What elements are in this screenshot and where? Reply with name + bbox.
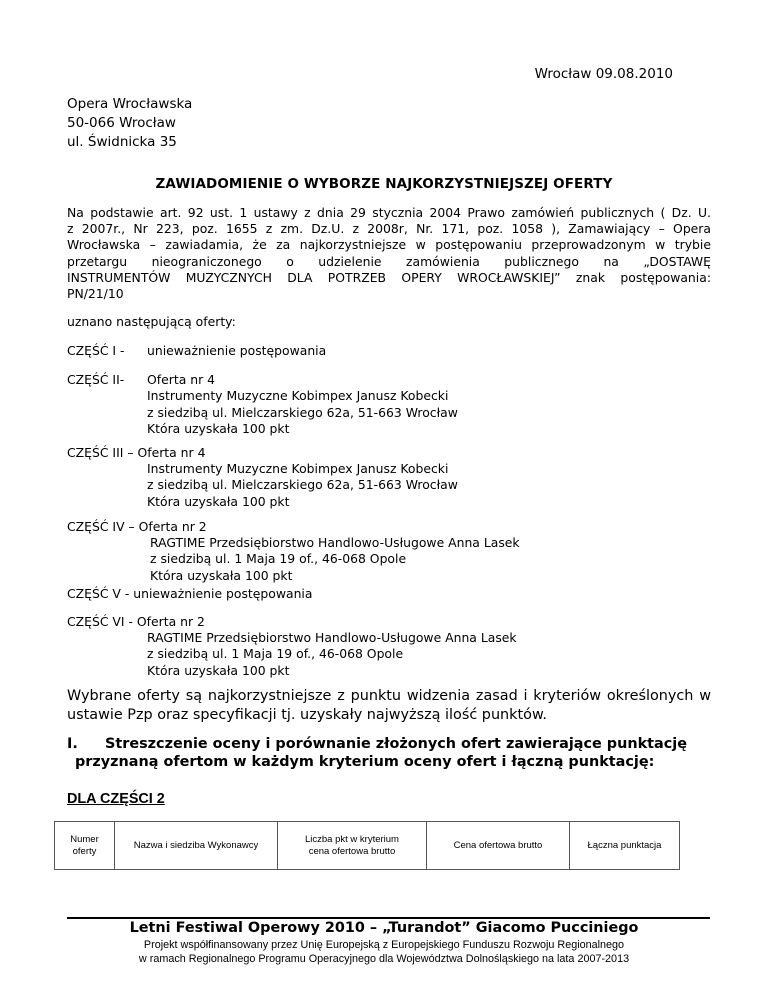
offer-line: Która uzyskała 100 pkt [147, 493, 290, 509]
footer-funding [0, 938, 768, 966]
footer-festival: Letni Festiwal Operowy 2010 – „Turandot” Giacomo Pucciniego [129, 920, 639, 936]
offer-line: Oferta nr 4 [147, 372, 215, 387]
header-offer-number [55, 822, 115, 870]
intro-line: INSTRUMENTÓW MUZYCZNYCH DLA POTRZEB OPERY WROCŁAWSKIEJ” znak postępowania: [67, 269, 711, 285]
header-text: Liczba pkt w kryterium [305, 833, 399, 845]
part-3-offer [147, 461, 458, 510]
section-heading-line: przyznaną ofertom w każdym kryterium oceny ofert i łączną punktację: [75, 754, 655, 770]
offer-line: Instrumenty Muzyczne Kobimpex Janusz Kobecki [147, 461, 449, 476]
summary-line: Wybrane oferty są najkorzystniejsze z punktu widzenia zasad i kryteriów określonych w [67, 688, 711, 704]
header-points [278, 822, 427, 870]
footer-line: Projekt współfinansowany przez Unię Europejską z Europejskiego Funduszu Rozwoju Regionalnego [143, 939, 625, 951]
header-text: oferty [72, 845, 97, 857]
offer-line: RAGTIME Przedsiębiorstwo Handlowo-Usługowe Anna Lasek [147, 630, 517, 645]
document-title: ZAWIADOMIENIE O WYBORZE NAJKORZYSTNIEJSZEJ OFERTY [155, 176, 613, 192]
part-2-label: CZĘŚĆ II- [67, 372, 125, 387]
offer-line: z siedzibą ul. 1 Maja 19 of., 46-068 Opole [150, 551, 407, 567]
offer-line: Która uzyskała 100 pkt [150, 567, 293, 583]
offer-line: Która uzyskała 100 pkt [147, 662, 290, 678]
offer-line: Instrumenty Muzyczne Kobimpex Janusz Kobecki [147, 388, 449, 404]
address-line: ul. Świdnicka 35 [67, 134, 177, 150]
part-2-offer [147, 372, 458, 437]
header-text: Numer [70, 833, 99, 845]
part-5-label: CZĘŚĆ V - unieważnienie postępowania [67, 586, 313, 601]
offer-line: z siedzibą ul. 1 Maja 19 of., 46-068 Opole [147, 646, 404, 662]
summary-line: ustawie Pzp oraz specyfikacji tj. uzyskały najwyższą ilość punktów. [67, 707, 547, 723]
accepted-label: uznano następującą oferty: [67, 314, 236, 329]
section-heading-line: Streszczenie oceny i porównanie złożonych ofert zawierające punktację [105, 736, 687, 752]
header-price: Cena ofertowa brutto [427, 822, 570, 870]
offer-line: RAGTIME Przedsiębiorstwo Handlowo-Usługowe Anna Lasek [150, 535, 520, 550]
header-contractor: Nazwa i siedziba Wykonawcy [115, 822, 278, 870]
part-4-label: CZĘŚĆ IV – Oferta nr 2 [67, 519, 207, 534]
part-1-text: unieważnienie postępowania [147, 343, 327, 358]
offer-line: z siedzibą ul. Mielczarskiego 62a, 51-663 Wrocław [147, 477, 458, 493]
intro-line: PN/21/10 [67, 286, 124, 302]
part-6-offer [147, 630, 517, 679]
header-total: Łączna punktacja [570, 822, 680, 870]
document-date: Wrocław 09.08.2010 [534, 66, 673, 82]
offer-line: Która uzyskała 100 pkt [147, 420, 290, 436]
sender-address [67, 95, 192, 152]
intro-line: Wrocławska – zawiadamia, że za najkorzystniejsze w postępowaniu przeprowadzonym w trybie [67, 237, 711, 253]
evaluation-table [54, 821, 680, 870]
part-4-offer [150, 535, 520, 584]
address-line: 50-066 Wrocław [67, 115, 176, 131]
intro-paragraph [67, 205, 711, 302]
offer-line: z siedzibą ul. Mielczarskiego 62a, 51-663 Wrocław [147, 404, 458, 420]
summary-paragraph [67, 687, 711, 725]
header-text: cena ofertowa brutto [308, 845, 396, 857]
section-number: I. [67, 736, 78, 752]
part-3-label: CZĘŚĆ III – Oferta nr 4 [67, 445, 206, 460]
intro-line: z 2007r., Nr 223, poz. 1655 z zm. Dz.U. z 2008r, Nr. 171, poz. 1058 ), Zamawiający – Opera [67, 221, 711, 237]
part-1-label: CZĘŚĆ I - [67, 343, 125, 358]
footer-divider [67, 917, 710, 919]
subsection-heading: DLA CZĘŚCI 2 [67, 791, 165, 807]
footer-line: w ramach Regionalnego Programu Operacyjnego dla Województwa Dolnośląskiego na lata 2007-2013 [138, 953, 630, 965]
table-header-row [55, 822, 680, 870]
part-6-label: CZĘŚĆ VI - Oferta nr 2 [67, 614, 205, 629]
address-line: Opera Wrocławska [67, 96, 193, 112]
intro-line: Na podstawie art. 92 ust. 1 ustawy z dnia 29 stycznia 2004 Prawo zamówień publicznych ( Dz. U. [67, 205, 711, 220]
intro-line: przetargu nieograniczonego o udzielenie zamówienia publicznego na „DOSTAWĘ [67, 253, 711, 269]
